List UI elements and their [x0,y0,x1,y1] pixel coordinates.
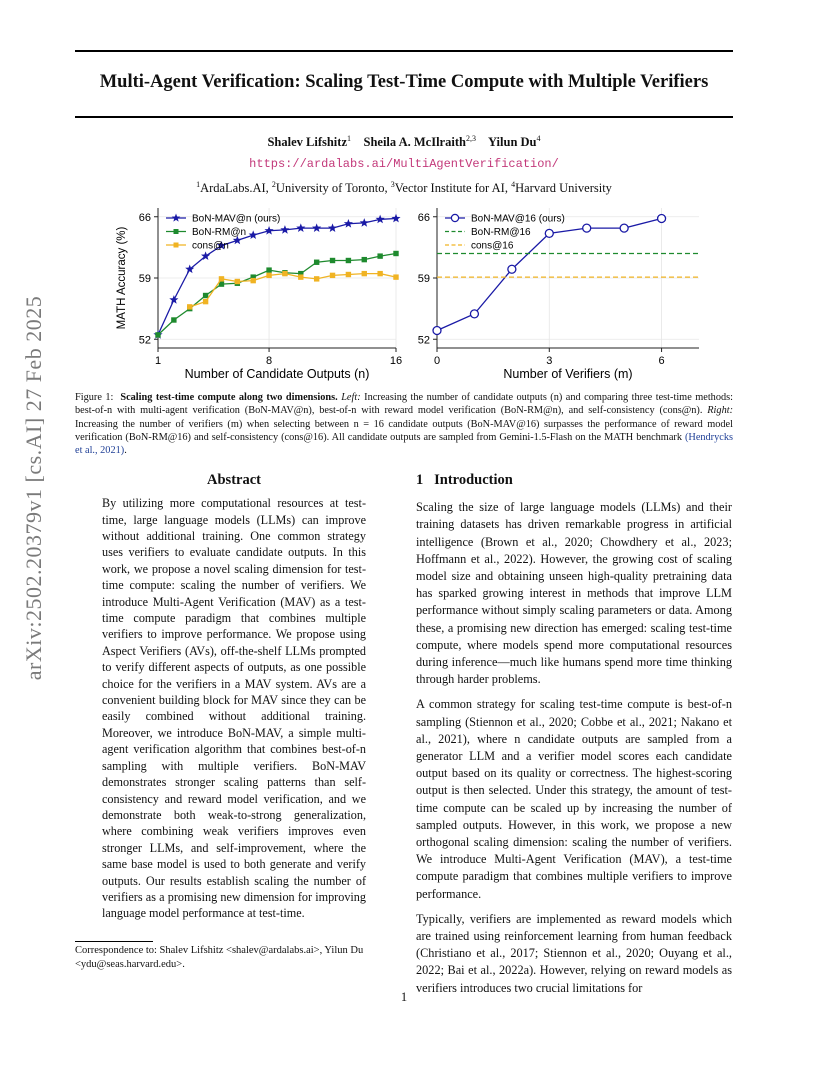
data-point [346,258,351,263]
x-axis-label: Number of Verifiers (m) [503,367,633,381]
x-tick-label: 1 [154,355,162,367]
author-list [75,134,733,150]
legend-marker [172,214,181,222]
introduction-column [416,472,732,1005]
x-axis-label: Number of Candidate Outputs (n) [184,367,370,381]
caption-citation-link[interactable]: (Hendrycks et al., 2021) [75,431,733,457]
data-point [312,223,321,232]
data-point [393,251,398,256]
data-point [280,225,289,234]
data-point [314,260,319,265]
abstract-column [102,472,366,930]
intro-paragraph-2: A common strategy for scaling test-time compute is best-of-n sampling (Stiennon et al., 2020; Cobbe et al., 2021; Nakano et al., 2021), where n candidate outputs are sampled from a generator LLM and a verifier model scores each candidate output based on its quality or correctness. The highest-scoring output is then selected. Under this strategy, the amount of test-time compute can be scaled up by increasing the number of sampled outputs. However, in this work, we propose a new orthogonal scaling dimension: scaling the number of verifiers. We introduce Multi-Agent Verification (MAV), a test-time compute paradigm that combines multiple verifiers to improve performance. [416,697,732,901]
data-point [377,271,382,276]
data-point [219,276,224,281]
author: Sheila A. McIlraith$^{2,3}$ [363,134,476,150]
data-point [298,274,303,279]
footnote-rule [75,941,153,942]
intro-paragraph-3: Typically, verifiers are implemented as reward models which are trained using reinforcement learning from human feedback (Christiano et al., 2017; Stiennon et al., 2020; Ouyang et al., 2022; Bai et al., 2022a). However, relying on reward models as verifiers introduces two crucial limitations for [416,911,732,995]
affiliations: $^1$ArdaLabs.AI, $^2$University of Toronto, $^3$Vector Institute for AI, $^4$Harvard University [196,180,612,196]
data-point [362,257,367,262]
x-tick-label: 8 [266,355,273,367]
y-tick-label: 52 [138,334,151,347]
data-point [330,273,335,278]
data-point [346,272,351,277]
page-number: 1 [400,990,408,1004]
legend-label: BoN-MAV@n (ours) [192,213,281,225]
x-tick-label: 6 [658,355,665,367]
y-tick-label: 66 [138,211,151,224]
legend-marker [174,243,179,248]
data-point [185,264,194,273]
data-point [330,258,335,263]
data-point [658,215,666,223]
data-point [169,295,178,304]
y-tick-label: 66 [417,211,430,224]
data-point [266,267,271,272]
y-tick-label: 59 [138,273,151,285]
legend-label: BoN-MAV@16 (ours) [471,213,565,225]
data-point [203,299,208,304]
legend-label: BoN-RM@16 [471,227,531,238]
title-top-rule [75,50,733,52]
legend-label: cons@16 [471,240,514,252]
data-point [249,230,258,239]
figure-caption: Figure 1: Scaling test-time compute along two dimensions. Left: Increasing the number of candidate outputs (n) and comparing three test-time methods: best-of-n with multi-agent verification (BoN-MAV@n), best-of-n with reward model verification (BoN-RM@n), and self-consistency (cons@n). Right: Increasing the number of verifiers (m) when selecting between n = 16 candidate outputs (BoN-MAV@16) surpasses the performance of reward model verification (BoN-RM@16) and self-consistency (cons@16). All candidate outputs are sampled from Gemini-1.5-Flash on the MATH benchmark (Hendrycks et al., 2021). [75,392,734,457]
x-tick-label: 16 [389,355,403,367]
legend-marker [174,229,179,234]
data-point [203,293,208,298]
arxiv-stamp: arXiv:2502.20379v1 [cs.AI] 27 Feb 2025 [21,295,46,681]
data-point [344,219,353,228]
data-point [362,271,367,276]
data-point [187,304,192,309]
project-url-link[interactable]: https://ardalabs.ai/MultiAgentVerification/ [249,157,559,171]
data-point [328,223,337,232]
caption-heading: Scaling test-time compute along two dimensions. [120,392,338,403]
left-chart [116,208,402,381]
data-point [360,218,369,227]
abstract-heading: Abstract [207,472,261,488]
data-point [282,271,287,276]
data-point [377,253,382,258]
y-axis-label: MATH Accuracy (%) [116,226,128,330]
introduction-heading: 1 Introduction [416,472,513,488]
figure-1-charts [100,204,720,388]
paper-title: Multi-Agent Verification: Scaling Test-Time Compute with Multiple Verifiers [99,72,709,92]
data-point [171,317,176,322]
y-tick-label: 59 [417,273,430,285]
x-tick-label: 3 [546,355,553,367]
author: Shalev Lifshitz$^1$ [267,134,351,150]
data-point [545,229,553,237]
right-chart [418,208,699,381]
x-tick-label: 0 [433,355,441,367]
author: Yilun Du$^4$ [487,134,541,150]
legend-label: BoN-RM@n [192,227,247,238]
data-point [266,273,271,278]
data-point [433,327,441,335]
data-point [620,224,628,232]
footnote: Correspondence to: Shalev Lifshitz <shalev@ardalabs.ai>, Yilun Du <ydu@seas.harvard.edu>. [75,945,364,970]
legend-label: cons@n [192,240,229,252]
data-point [155,332,160,337]
data-point [251,278,256,283]
data-point [470,310,478,318]
data-point [583,224,591,232]
abstract-text: By utilizing more computational resources at test-time, large language models (LLMs) can improve without additional training. One common strategy uses verifiers to evaluate candidate outputs. In this work, we propose a novel scaling dimension for test-time compute: scaling the number of verifiers. We introduce Multi-Agent Verification (MAV) as a test-time compute paradigm that combines multiple verifiers to improve performance. We propose using Aspect Verifiers (AVs), off-the-shelf LLMs prompted to verify different aspects of outputs, as one possible choice for the verifiers in a MAV system. AVs are a convenient building block for MAV since they can be easily combined without additional training. Moreover, we introduce BoN-MAV, a simple multi-agent verification algorithm that combines best-of-n sampling with multiple verifiers. BoN-MAV demonstrates stronger scaling patterns than self-consistency and reward model verification, and we demonstrate both weak-to-strong generalization, where combining weak verifiers improves even stronger LLMs, and self-improvement, where the same base model is used to both generate and verify outputs. Our results establish scaling the number of verifiers as a promising new dimension for improving language model performance at test-time. [102,496,366,921]
title-bottom-rule [75,116,733,118]
data-point [235,279,240,284]
y-tick-label: 52 [417,334,430,347]
legend-marker [451,214,458,221]
data-point [314,276,319,281]
data-point [376,215,385,224]
data-point [393,274,398,279]
data-point [296,223,305,232]
data-point [508,265,516,273]
intro-paragraph-1: Scaling the size of large language models (LLMs) and their training datasets has driven remarkable progress in artificial intelligence (Brown et al., 2020; Chowdhery et al., 2023; Hoffmann et al., 2022). However, the growing cost of scaling model size and obtaining unseen high-quality pretraining data has sparked growing interest in methods that improve LLM performance without simply scaling parameters or data. Among these, a promising new direction has emerged: scaling test-time compute, where models spend more computational resources during inference—much like humans spend more time thinking through harder problems. [416,500,732,687]
